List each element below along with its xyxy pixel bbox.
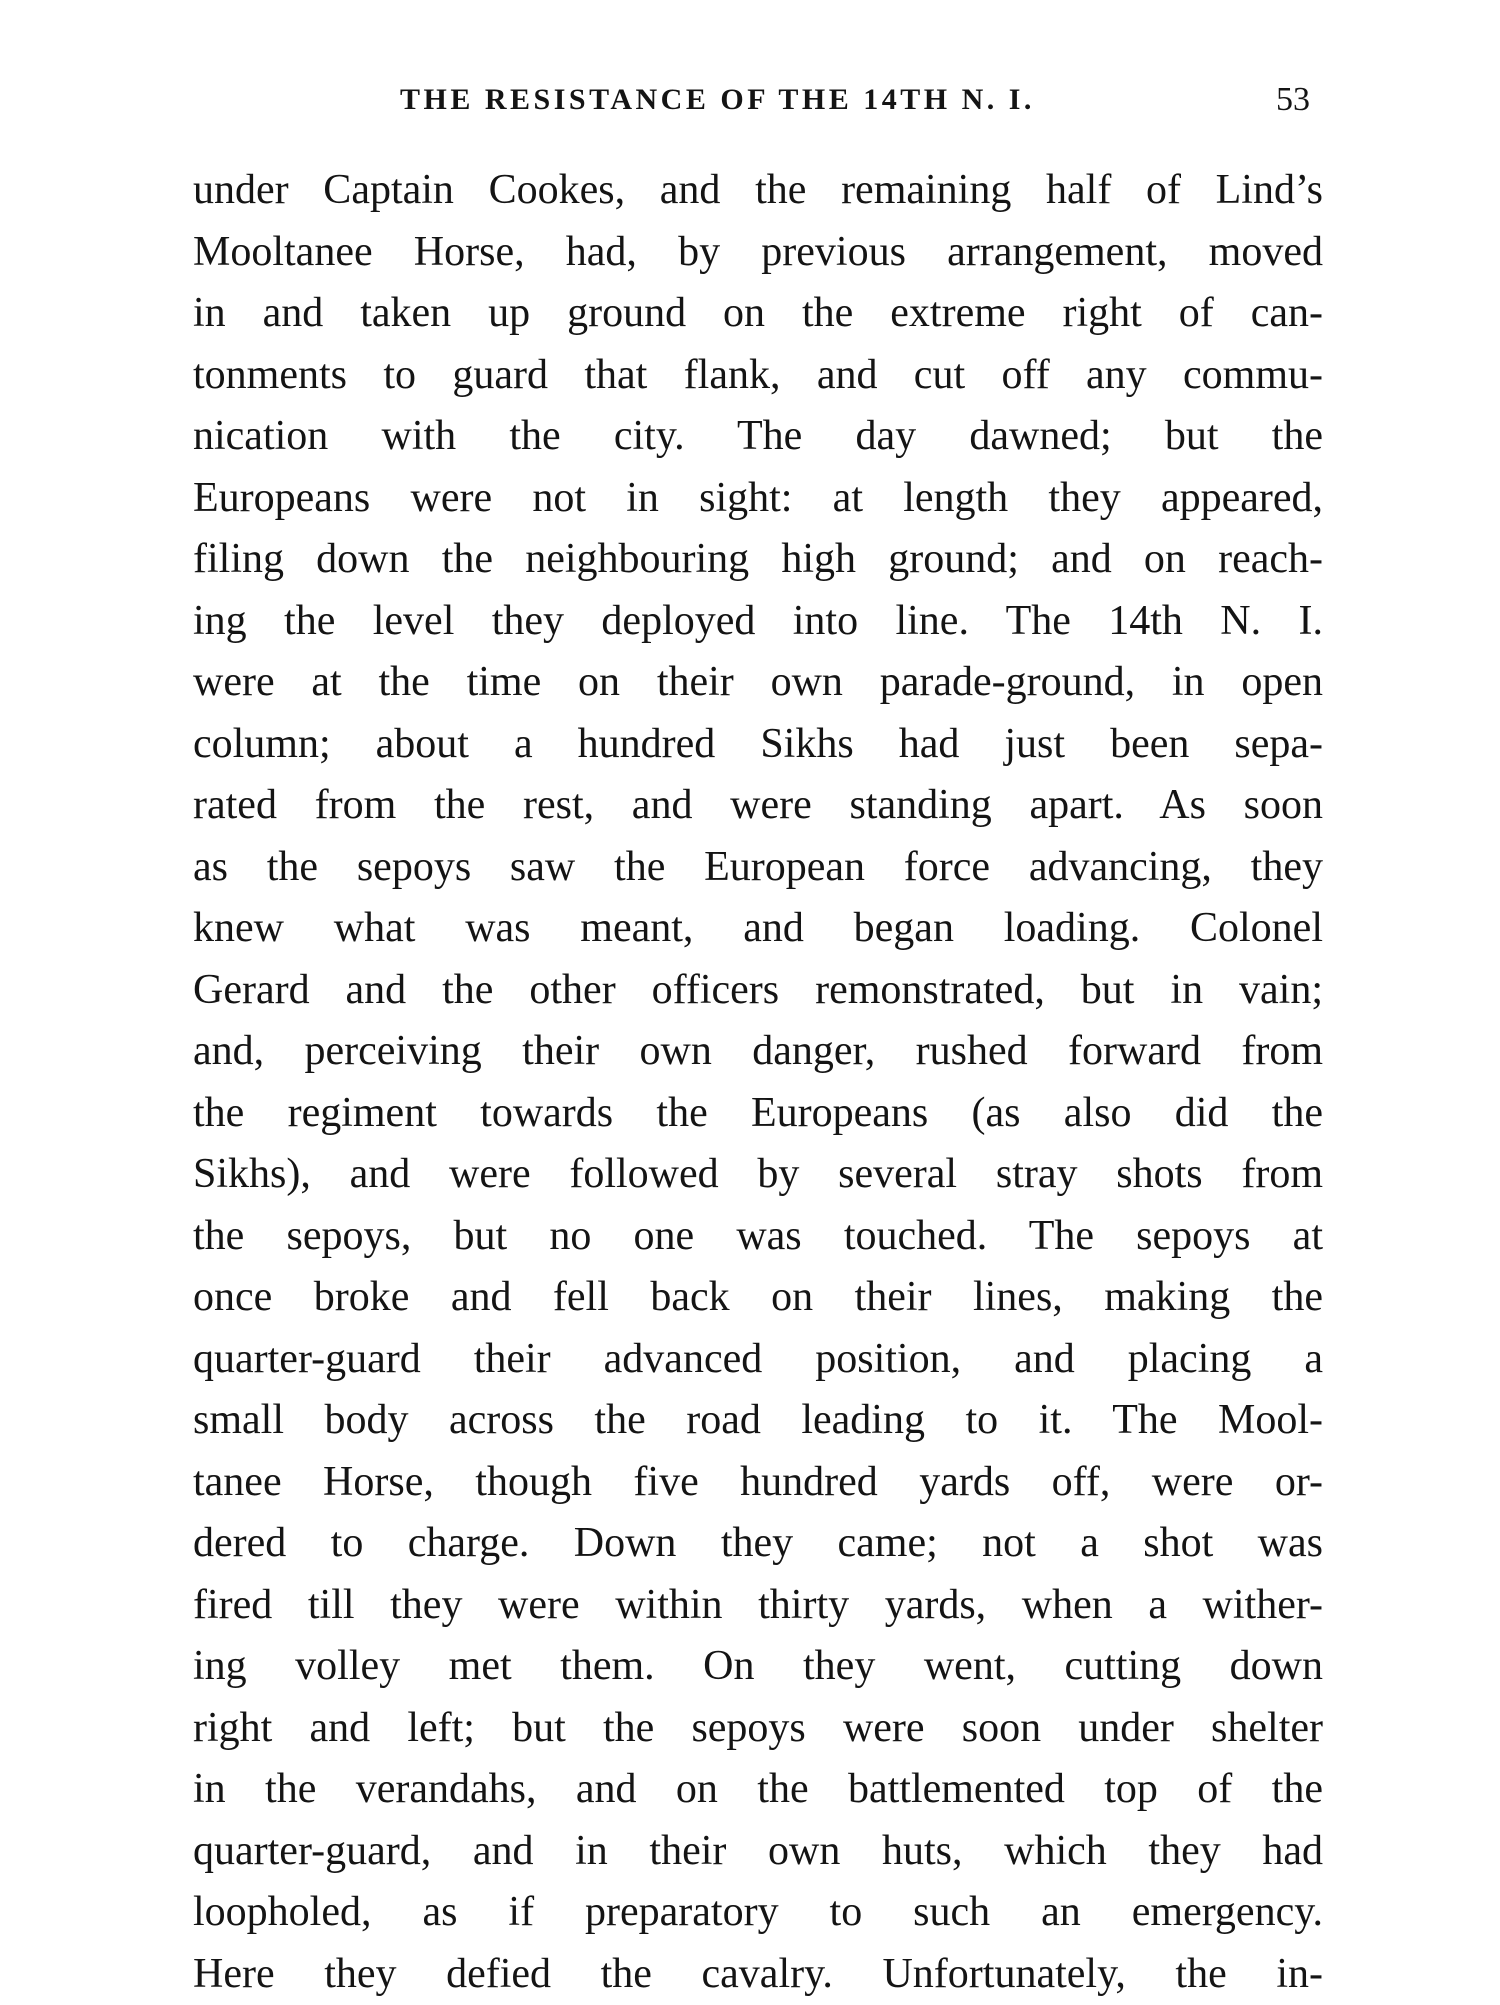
text-line: were at the time on their own parade-ground, in open [193,652,1323,714]
text-line: quarter-guard their advanced position, and placing a [193,1329,1323,1391]
text-line: loopholed, as if preparatory to such an emergency. [193,1882,1323,1944]
text-line: filing down the neighbouring high ground; and on reach- [193,529,1323,591]
text-line: fired till they were within thirty yards, when a wither- [193,1575,1323,1637]
text-line: tanee Horse, though five hundred yards off, were or- [193,1452,1323,1514]
text-line: Europeans were not in sight: at length they appeared, [193,468,1323,530]
text-line: nication with the city. The day dawned; but the [193,406,1323,468]
text-line: the sepoys, but no one was touched. The sepoys at [193,1206,1323,1268]
text-line: Here they defied the cavalry. Unfortunately, the in- [193,1944,1323,2005]
page-number: 53 [1276,78,1310,122]
text-line: rated from the rest, and were standing apart. As soon [193,775,1323,837]
text-line: under Captain Cookes, and the remaining half of Lind’s [193,160,1323,222]
text-line: the regiment towards the Europeans (as also did the [193,1083,1323,1145]
text-line: in and taken up ground on the extreme right of can- [193,283,1323,345]
text-line: Sikhs), and were followed by several stray shots from [193,1144,1323,1206]
running-title: THE RESISTANCE OF THE 14TH N. I. [400,78,1035,122]
text-line: quarter-guard, and in their own huts, which they had [193,1821,1323,1883]
text-line: right and left; but the sepoys were soon under shelter [193,1698,1323,1760]
text-line: ing volley met them. On they went, cutting down [193,1636,1323,1698]
text-line: as the sepoys saw the European force advancing, they [193,837,1323,899]
text-line: in the verandahs, and on the battlemented top of the [193,1759,1323,1821]
text-line: small body across the road leading to it. The Mool- [193,1390,1323,1452]
text-line: column; about a hundred Sikhs had just been sepa- [193,714,1323,776]
body-text [193,160,1323,2005]
text-line: Mooltanee Horse, had, by previous arrangement, moved [193,222,1323,284]
text-line: dered to charge. Down they came; not a shot was [193,1513,1323,1575]
text-line: ing the level they deployed into line. The 14th N. I. [193,591,1323,653]
running-head [190,78,1310,122]
text-line: once broke and fell back on their lines, making the [193,1267,1323,1329]
text-line: knew what was meant, and began loading. Colonel [193,898,1323,960]
text-line: Gerard and the other officers remonstrated, but in vain; [193,960,1323,1022]
text-line: tonments to guard that flank, and cut off any commu- [193,345,1323,407]
text-line: and, perceiving their own danger, rushed forward from [193,1021,1323,1083]
